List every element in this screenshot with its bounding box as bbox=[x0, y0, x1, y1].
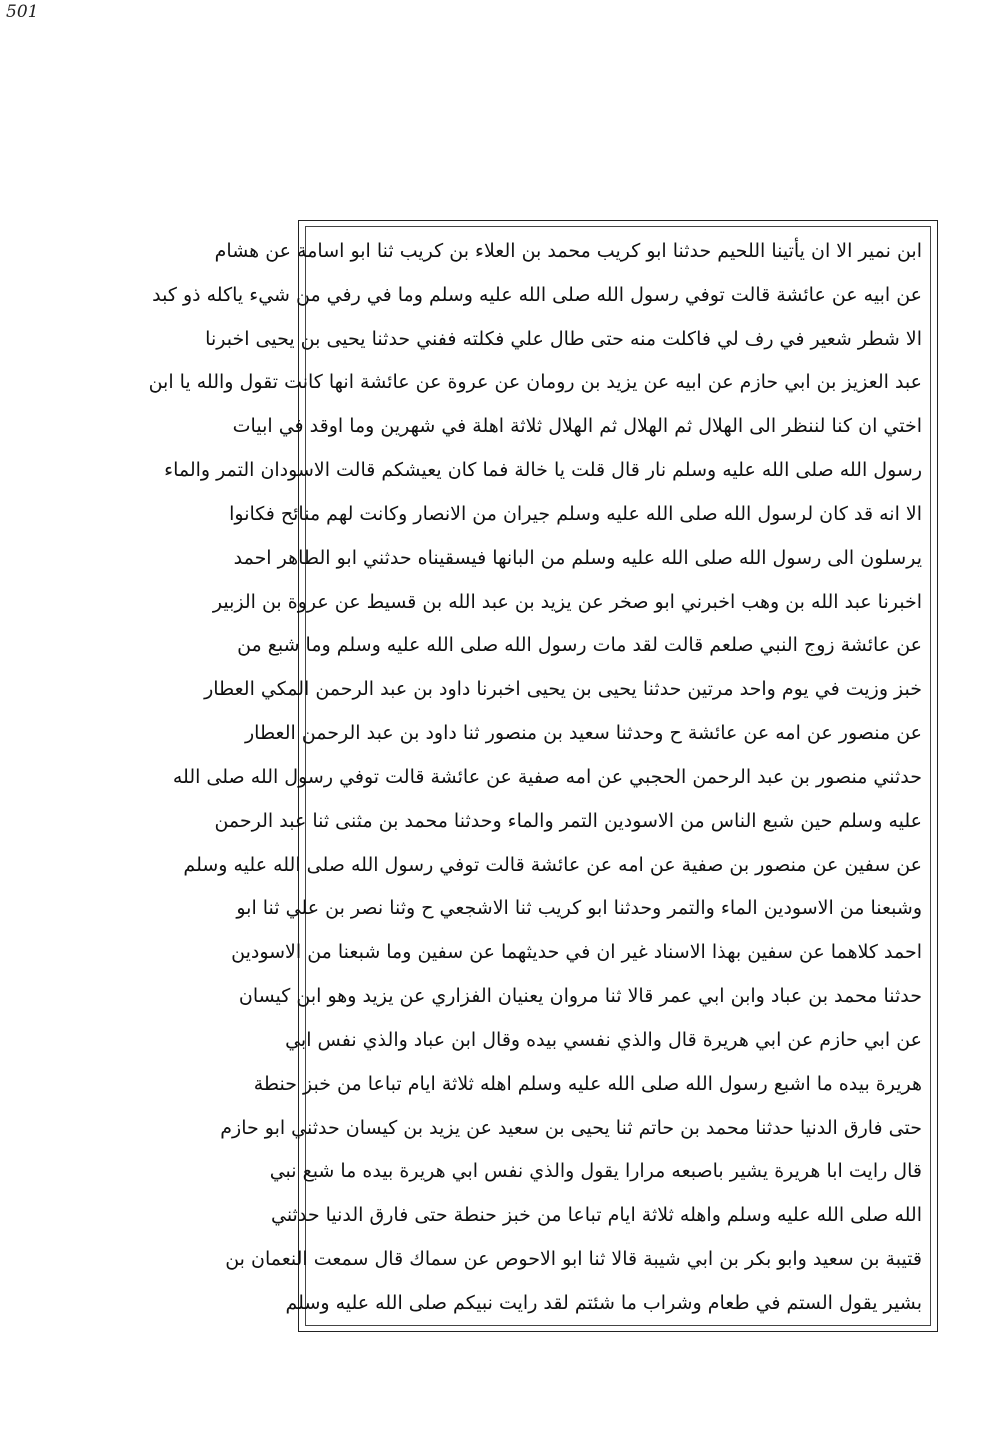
manuscript-line: احمد كلاهما عن سفين بهذا الاسناد غير ان في حديثهما عن سفين وما شبعنا من الاسودين bbox=[231, 941, 922, 964]
manuscript-line: رسول الله صلى الله عليه وسلم نار قال قلت يا خالة فما كان يعيشكم قالت الاسودان التمر والماء bbox=[164, 459, 922, 482]
manuscript-line: حدثني منصور بن عبد الرحمن الحجبي عن امه صفية عن عائشة قالت توفي رسول الله صلى الله bbox=[172, 765, 922, 788]
manuscript-text-block bbox=[148, 232, 922, 1322]
manuscript-line: عن منصور عن امه عن عائشة ح وحدثنا سعيد بن منصور ثنا داود بن عبد الرحمن العطار bbox=[244, 722, 922, 745]
manuscript-line: خبز وزيت في يوم واحد مرتين حدثنا يحيى بن يحيى اخبرنا داود بن عبد الرحمن المكي العطار bbox=[204, 678, 922, 701]
manuscript-line: عن سفين عن منصور بن صفية عن امه عن عائشة قالت توفي رسول الله صلى الله عليه وسلم bbox=[183, 853, 922, 876]
manuscript-line: الا انه قد كان لرسول الله صلى الله عليه وسلم جيران من الانصار وكانت لهم منائح فكانوا bbox=[229, 502, 922, 525]
manuscript-line: اخبرنا عبد الله بن وهب اخبرني ابو صخر عن يزيد بن عبد الله بن قسيط عن عروة بن الزبير bbox=[212, 590, 922, 613]
manuscript-line: عن ابيه عن عائشة قالت توفي رسول الله صلى الله عليه وسلم وما في رفي من شيء ياكله ذو كبد bbox=[152, 283, 922, 306]
manuscript-line: عبد العزيز بن ابي حازم عن ابيه عن يزيد بن رومان عن عروة عن عائشة انها كانت تقول والله يا ابن bbox=[148, 371, 922, 394]
manuscript-line: وشبعنا من الاسودين الماء والتمر وحدثنا ابو كريب ثنا الاشجعي ح وثنا نصر بن علي ثنا ابو bbox=[236, 897, 922, 920]
manuscript-line: عليه وسلم حين شبع الناس من الاسودين التمر والماء وحدثنا محمد بن مثنى ثنا عبد الرحمن bbox=[214, 809, 922, 832]
manuscript-line: قال رايت ابا هريرة يشير باصبعه مرارا يقول والذي نفس ابي هريرة بيده ما شبع نبي bbox=[269, 1160, 922, 1183]
manuscript-line: بشير يقول الستم في طعام وشراب ما شئتم لقد رايت نبيكم صلى الله عليه وسلم bbox=[285, 1291, 922, 1314]
manuscript-line: حدثنا محمد بن عباد وابن ابي عمر قالا ثنا مروان يعنيان الفزاري عن يزيد وهو ابن كيسان bbox=[238, 985, 922, 1008]
manuscript-line: اختي ان كنا لننظر الى الهلال ثم الهلال ثم الهلال ثلاثة اهلة في شهرين وما اوقد في ابيات bbox=[232, 415, 922, 438]
manuscript-line: الا شطر شعير في رف لي فاكلت منه حتى طال علي فكلته ففني حدثنا يحيى بن يحيى اخبرنا bbox=[205, 327, 922, 350]
manuscript-line: الله صلى الله عليه وسلم واهله ثلاثة ايام تباعا من خبز حنطة حتى فارق الدنيا حدثني bbox=[270, 1204, 922, 1227]
page-number: 501 bbox=[6, 2, 39, 22]
manuscript-line: ابن نمير الا ان يأتينا اللحيم حدثنا ابو كريب محمد بن العلاء بن كريب ثنا ابو اسامة عن هشام bbox=[214, 240, 922, 262]
manuscript-line: عن ابي حازم عن ابي هريرة قال والذي نفسي بيده وقال ابن عباد والذي نفس ابي bbox=[285, 1028, 922, 1051]
manuscript-line: قتيبة بن سعيد وابو بكر بن ابي شيبة قالا ثنا ابو الاحوص عن سماك قال سمعت النعمان بن bbox=[225, 1248, 922, 1271]
manuscript-line: يرسلون الى رسول الله صلى الله عليه وسلم من البانها فيسقيناه حدثني ابو الطاهر احمد bbox=[233, 546, 922, 569]
manuscript-line: هريرة بيده ما اشبع رسول الله صلى الله عليه وسلم اهله ثلاثة ايام تباعا من خبز حنطة bbox=[253, 1072, 922, 1095]
manuscript-line: عن عائشة زوج النبي صلعم قالت لقد مات رسول الله صلى الله عليه وسلم وما شبع من bbox=[237, 634, 922, 657]
manuscript-line: حتى فارق الدنيا حدثنا محمد بن حاتم ثنا يحيى بن سعيد عن يزيد بن كيسان حدثني ابو حازم bbox=[220, 1116, 922, 1139]
